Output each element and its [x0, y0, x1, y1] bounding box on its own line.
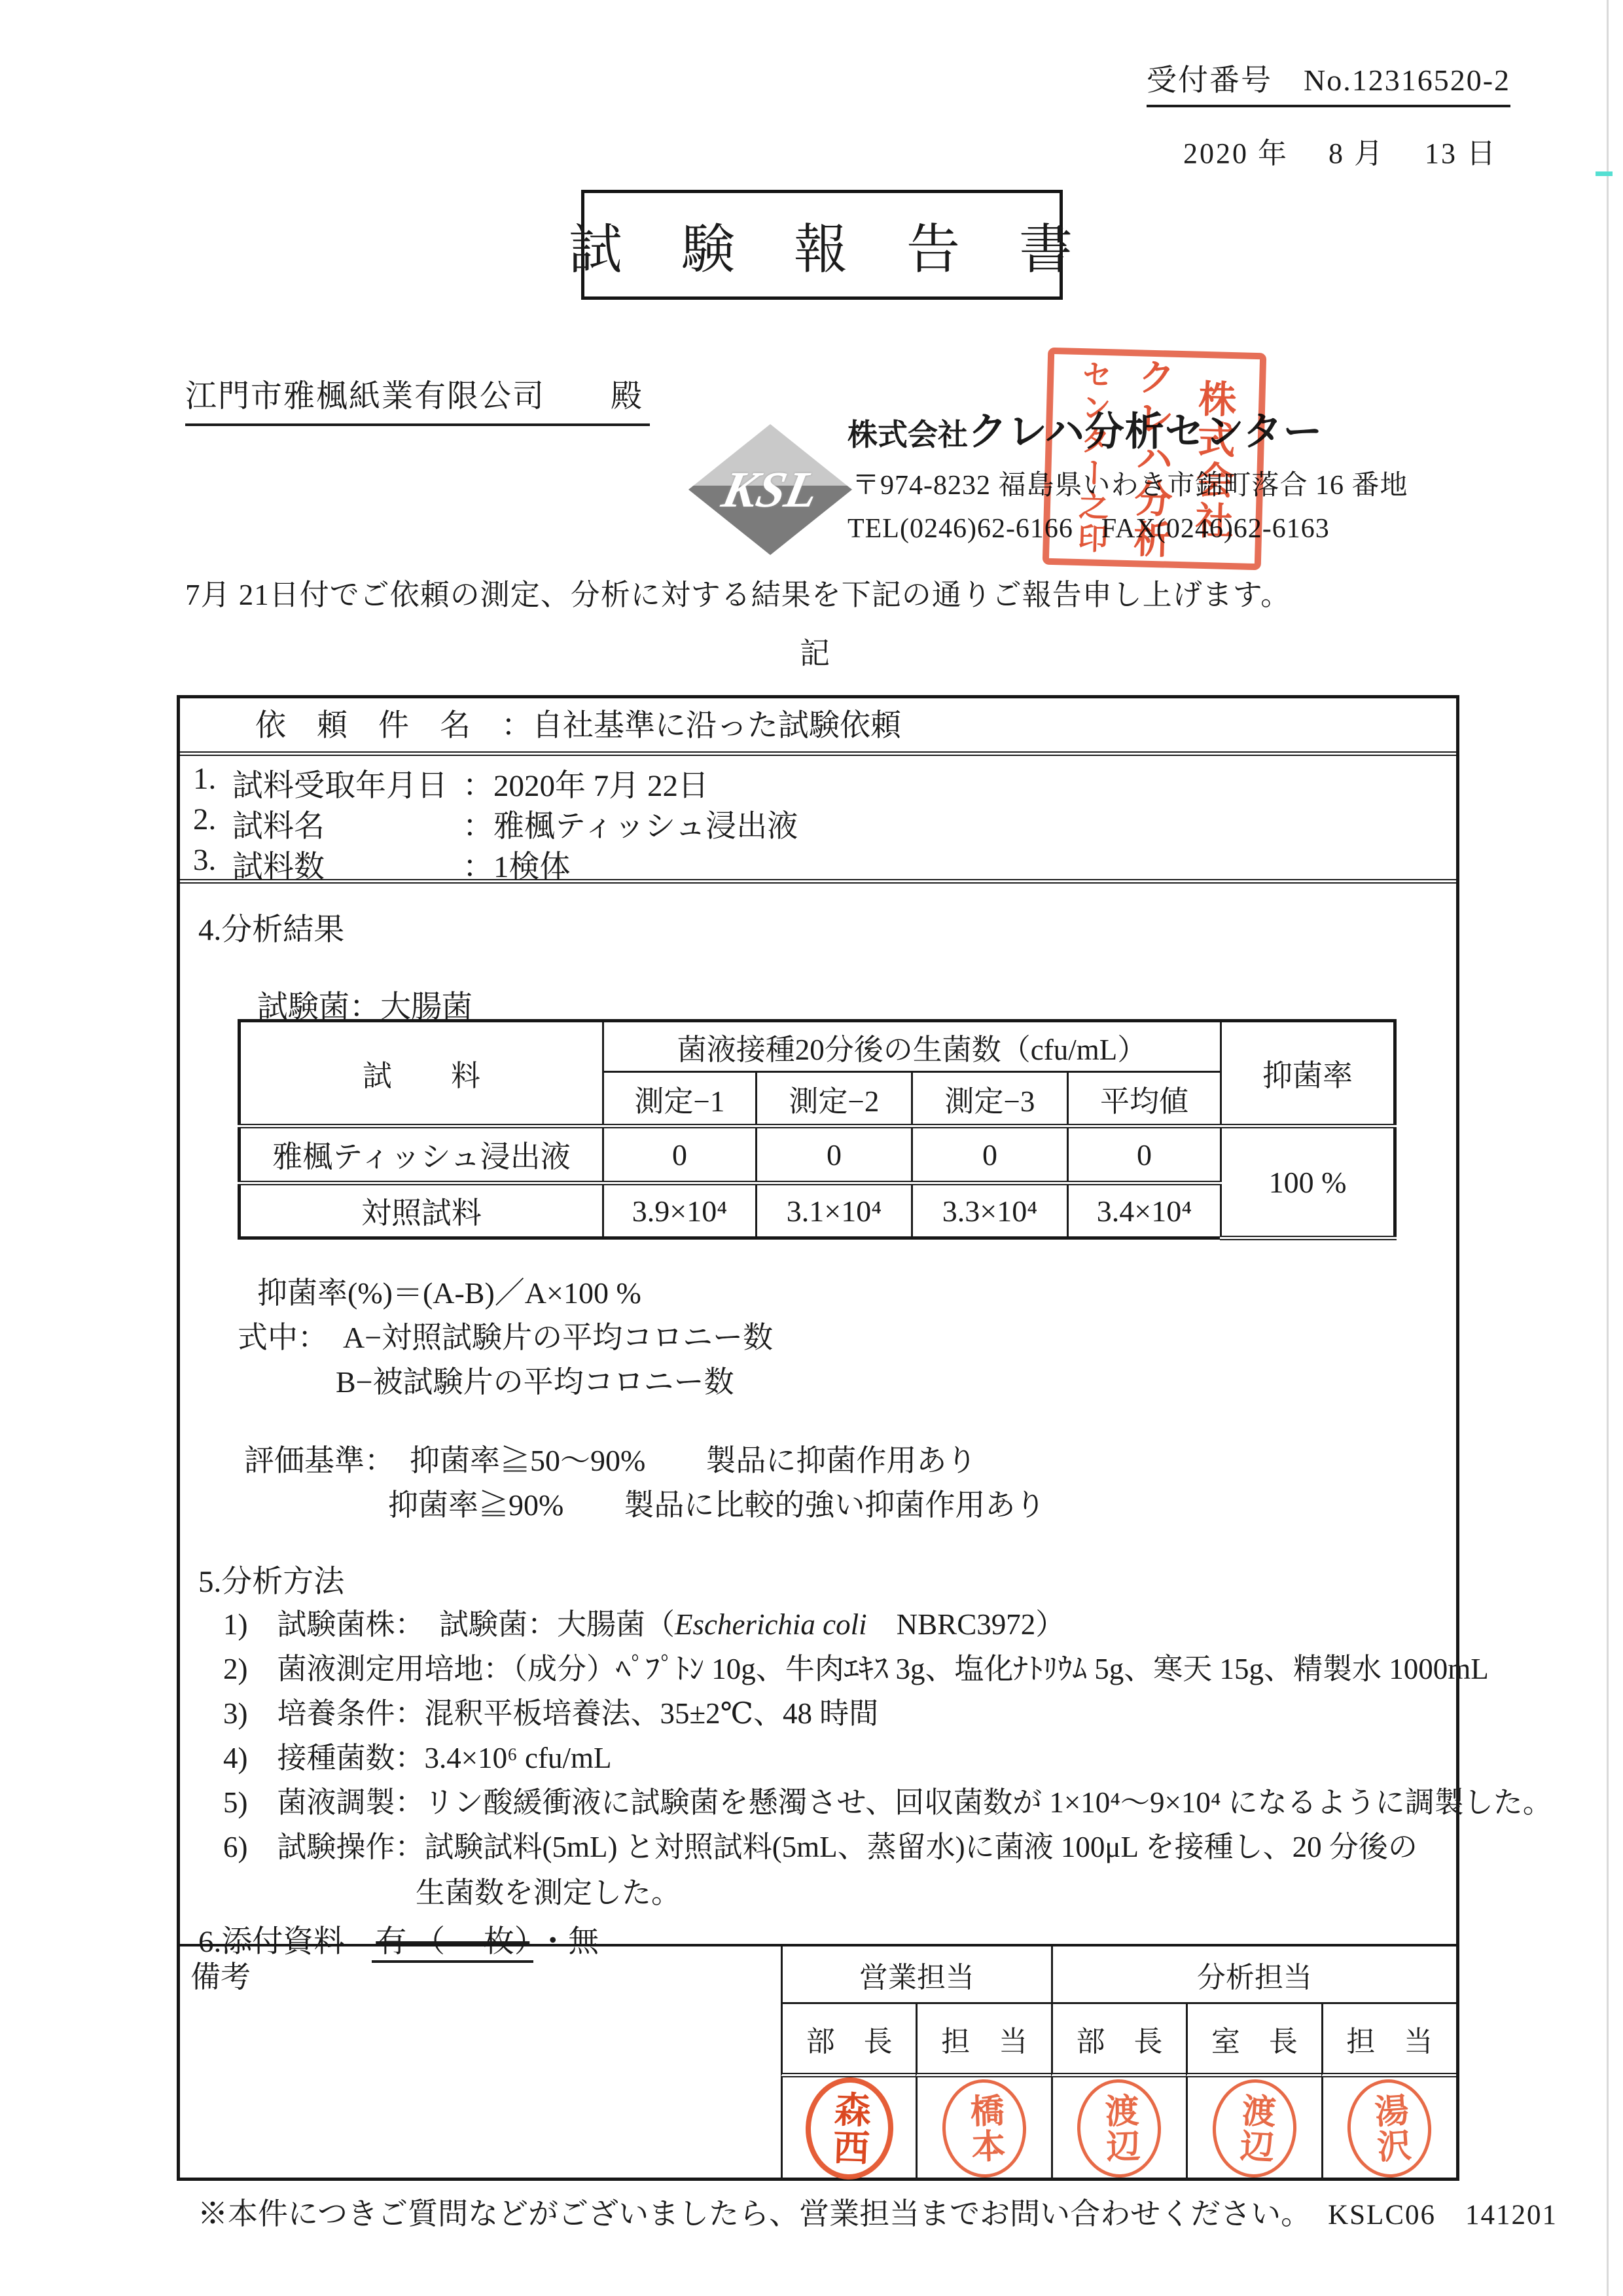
- method-item-1: [223, 1600, 1065, 1643]
- logo-ksl-text: KSL: [717, 461, 823, 518]
- method-item-3: 3) 培養条件：混釈平板培養法、35±2℃、48 時間: [223, 1697, 879, 1730]
- attachment-label: 6.添付資料: [198, 1925, 345, 1959]
- request-item-2-value: ：雅楓ティッシュ浸出液: [463, 810, 798, 844]
- stamp-cell-2: [916, 2077, 1050, 2179]
- request-item-3-no: 3.: [193, 843, 217, 877]
- footer-note: ※本件につきご質問などがございましたら、営業担当までお問い合わせください。: [198, 2197, 1311, 2231]
- method-item-6-cont: 生菌数を測定した。: [416, 1876, 681, 1909]
- hanko-hashimoto: 橋本: [941, 2078, 1028, 2179]
- criteria-line-2: 抑菌率≧90% 製品に比較的強い抑菌作用あり: [388, 1488, 1046, 1522]
- col-header-rate: 抑菌率: [1221, 1021, 1395, 1126]
- company-address: 〒974-8232 福島県いわき市錦町落合 16 番地: [852, 471, 1408, 501]
- method-item-2: 2) 菌液測定用培地：（成分）ﾍﾟﾌﾟﾄﾝ 10g、牛肉ｴｷｽ 3g、塩化ﾅﾄﾘｳﾑ 5g、寒天 15g、精製水 1000mL: [223, 1653, 1489, 1685]
- request-item-1: [193, 761, 709, 805]
- method-item-1-post: NBRC3972）: [866, 1608, 1065, 1641]
- hanko-morinishi: 森西: [804, 2076, 895, 2181]
- section-5-title: 5.分析方法: [198, 1565, 345, 1599]
- method-item-4: 4) 接種菌数：3.4×10⁶ cfu/mL: [223, 1742, 612, 1774]
- method-item-1-species: Escherichia coli: [675, 1608, 867, 1641]
- scan-artifact-line: [1607, 0, 1609, 2296]
- row1-sample: 雅楓ティッシュ浸出液: [240, 1126, 603, 1183]
- row1-m3: 0: [912, 1126, 1068, 1183]
- test-organism: 試験菌：大腸菌: [257, 990, 473, 1024]
- company-name-main: クレハ分析センター: [968, 410, 1323, 454]
- results-table: [238, 1019, 1397, 1240]
- table-row: [240, 1126, 1395, 1183]
- col-header-m1: 測定−1: [603, 1072, 757, 1126]
- criteria-line-1: 評価基準： 抑菌率≧50〜90% 製品に抑菌作用あり: [244, 1444, 977, 1477]
- subhead-analysis-tanto: 担 当: [1321, 2004, 1456, 2077]
- rate-value: 100 %: [1221, 1126, 1395, 1238]
- seal-column-1: 株式会社: [1188, 378, 1236, 543]
- inhibition-formula: 抑菌率(%)＝(A‐B)／A×100 %: [257, 1276, 641, 1310]
- company-seal-stamp: [1043, 348, 1267, 571]
- hanko-yuzawa: 湯沢: [1344, 2077, 1435, 2181]
- seal-column-2: クレハ分析: [1127, 357, 1175, 561]
- request-item-2-no: 2.: [193, 802, 217, 836]
- report-title: 試 験 報 告 書: [569, 219, 1076, 279]
- request-item-1-label: 試料受取年月日: [232, 769, 448, 803]
- row1-m2: 0: [757, 1126, 912, 1183]
- request-item-2-label: 試料名: [232, 810, 325, 844]
- subhead-analysis-bucho: 部 長: [1051, 2004, 1186, 2077]
- main-content-box: [177, 695, 1552, 2181]
- row1-avg: 0: [1068, 1126, 1221, 1183]
- approval-table: [180, 1944, 1456, 2178]
- col-header-m2: 測定−2: [757, 1072, 912, 1126]
- row1-m1: 0: [603, 1126, 757, 1183]
- attachment-none-option: ・無: [537, 1925, 599, 1959]
- request-item-3-label: 試料数: [232, 850, 325, 884]
- footer-note-line: [198, 2190, 1558, 2233]
- formula-note-b: B−被試験片の平均コロニー数: [336, 1365, 734, 1399]
- scan-artifact-tick: [1596, 171, 1613, 176]
- report-date: 2020 年 8 月 13 日: [1183, 137, 1497, 170]
- sales-header: 営業担当: [781, 1946, 1051, 2004]
- subhead-sales-tanto: 担 当: [916, 2004, 1050, 2077]
- footer-doc-code: KSLC06 141201: [1328, 2200, 1558, 2231]
- ki-marker: 記: [800, 637, 834, 670]
- stamp-cell-3: [1051, 2077, 1186, 2179]
- row2-m2: 3.1×10⁴: [757, 1183, 912, 1238]
- method-item-1-pre: 1) 試験菌株： 試験菌：大腸菌（: [223, 1608, 675, 1641]
- section-4-title: 4.分析結果: [198, 913, 345, 947]
- subhead-sales-bucho: 部 長: [781, 2004, 916, 2077]
- analysis-header: 分析担当: [1051, 1946, 1456, 2004]
- request-item-1-value: ：2020年 7月 22日: [463, 769, 709, 803]
- attachment-struck-option: 有 （ 枚）: [372, 1925, 533, 1963]
- request-item-2: [193, 802, 798, 846]
- subhead-analysis-shitsucho: 室 長: [1186, 2004, 1321, 2077]
- results-table-wrap: [238, 1019, 1397, 1240]
- request-item-3-value: ：1検体: [463, 850, 571, 884]
- company-logo: [688, 424, 852, 555]
- row2-m1: 3.9×10⁴: [603, 1183, 757, 1238]
- intro-sentence: 7月 21日付でご依頼の測定、分析に対する結果を下記の通りご報告申し上げます。: [185, 579, 1291, 611]
- formula-note-a: 式中： A−対照試験片の平均コロニー数: [238, 1321, 774, 1354]
- request-item-1-no: 1.: [193, 762, 217, 796]
- hanko-watanabe-2: 渡辺: [1210, 2077, 1299, 2179]
- remarks-cell: 備考: [190, 1960, 251, 1994]
- method-item-5: 5) 菌液調製：リン酸緩衝液に試験菌を懸濁させ、回収菌数が 1×10⁴〜9×10⁴ になるように調製した。: [223, 1786, 1552, 1819]
- col-header-group: 菌液接種20分後の生菌数（cfu/mL）: [603, 1021, 1221, 1072]
- stamp-cell-1: [781, 2077, 916, 2179]
- receipt-number: 受付番号 No.12316520-2: [1147, 56, 1510, 107]
- col-header-sample: 試 料: [240, 1021, 603, 1126]
- company-name-prefix: 株式会社: [847, 418, 968, 452]
- separator-line: [180, 879, 1456, 884]
- addressee: 江門市雅楓紙業有限公司 殿: [185, 370, 650, 426]
- row2-m3: 3.3×10⁴: [912, 1183, 1068, 1238]
- stamp-cell-5: [1321, 2077, 1456, 2179]
- stamp-cell-4: [1186, 2077, 1321, 2179]
- hanko-watanabe-1: 渡辺: [1076, 2078, 1163, 2179]
- row2-sample: 対照試料: [240, 1183, 603, 1238]
- report-title-box: [569, 190, 1076, 300]
- seal-column-3: センター之印: [1073, 358, 1113, 556]
- company-tel-fax: TEL(0246)62-6166 FAX(0246)62-6163: [847, 514, 1330, 544]
- col-header-avg: 平均値: [1068, 1072, 1221, 1126]
- request-subject-row: 依 頼 件 名 ：自社基準に沿った試験依頼: [180, 698, 1456, 756]
- method-item-6: 6) 試験操作：試験試料(5mL) と対照試料(5mL、蒸留水)に菌液 100μL を接種し、20 分後の: [223, 1831, 1418, 1863]
- row2-avg: 3.4×10⁴: [1068, 1183, 1221, 1238]
- col-header-m3: 測定−3: [912, 1072, 1068, 1126]
